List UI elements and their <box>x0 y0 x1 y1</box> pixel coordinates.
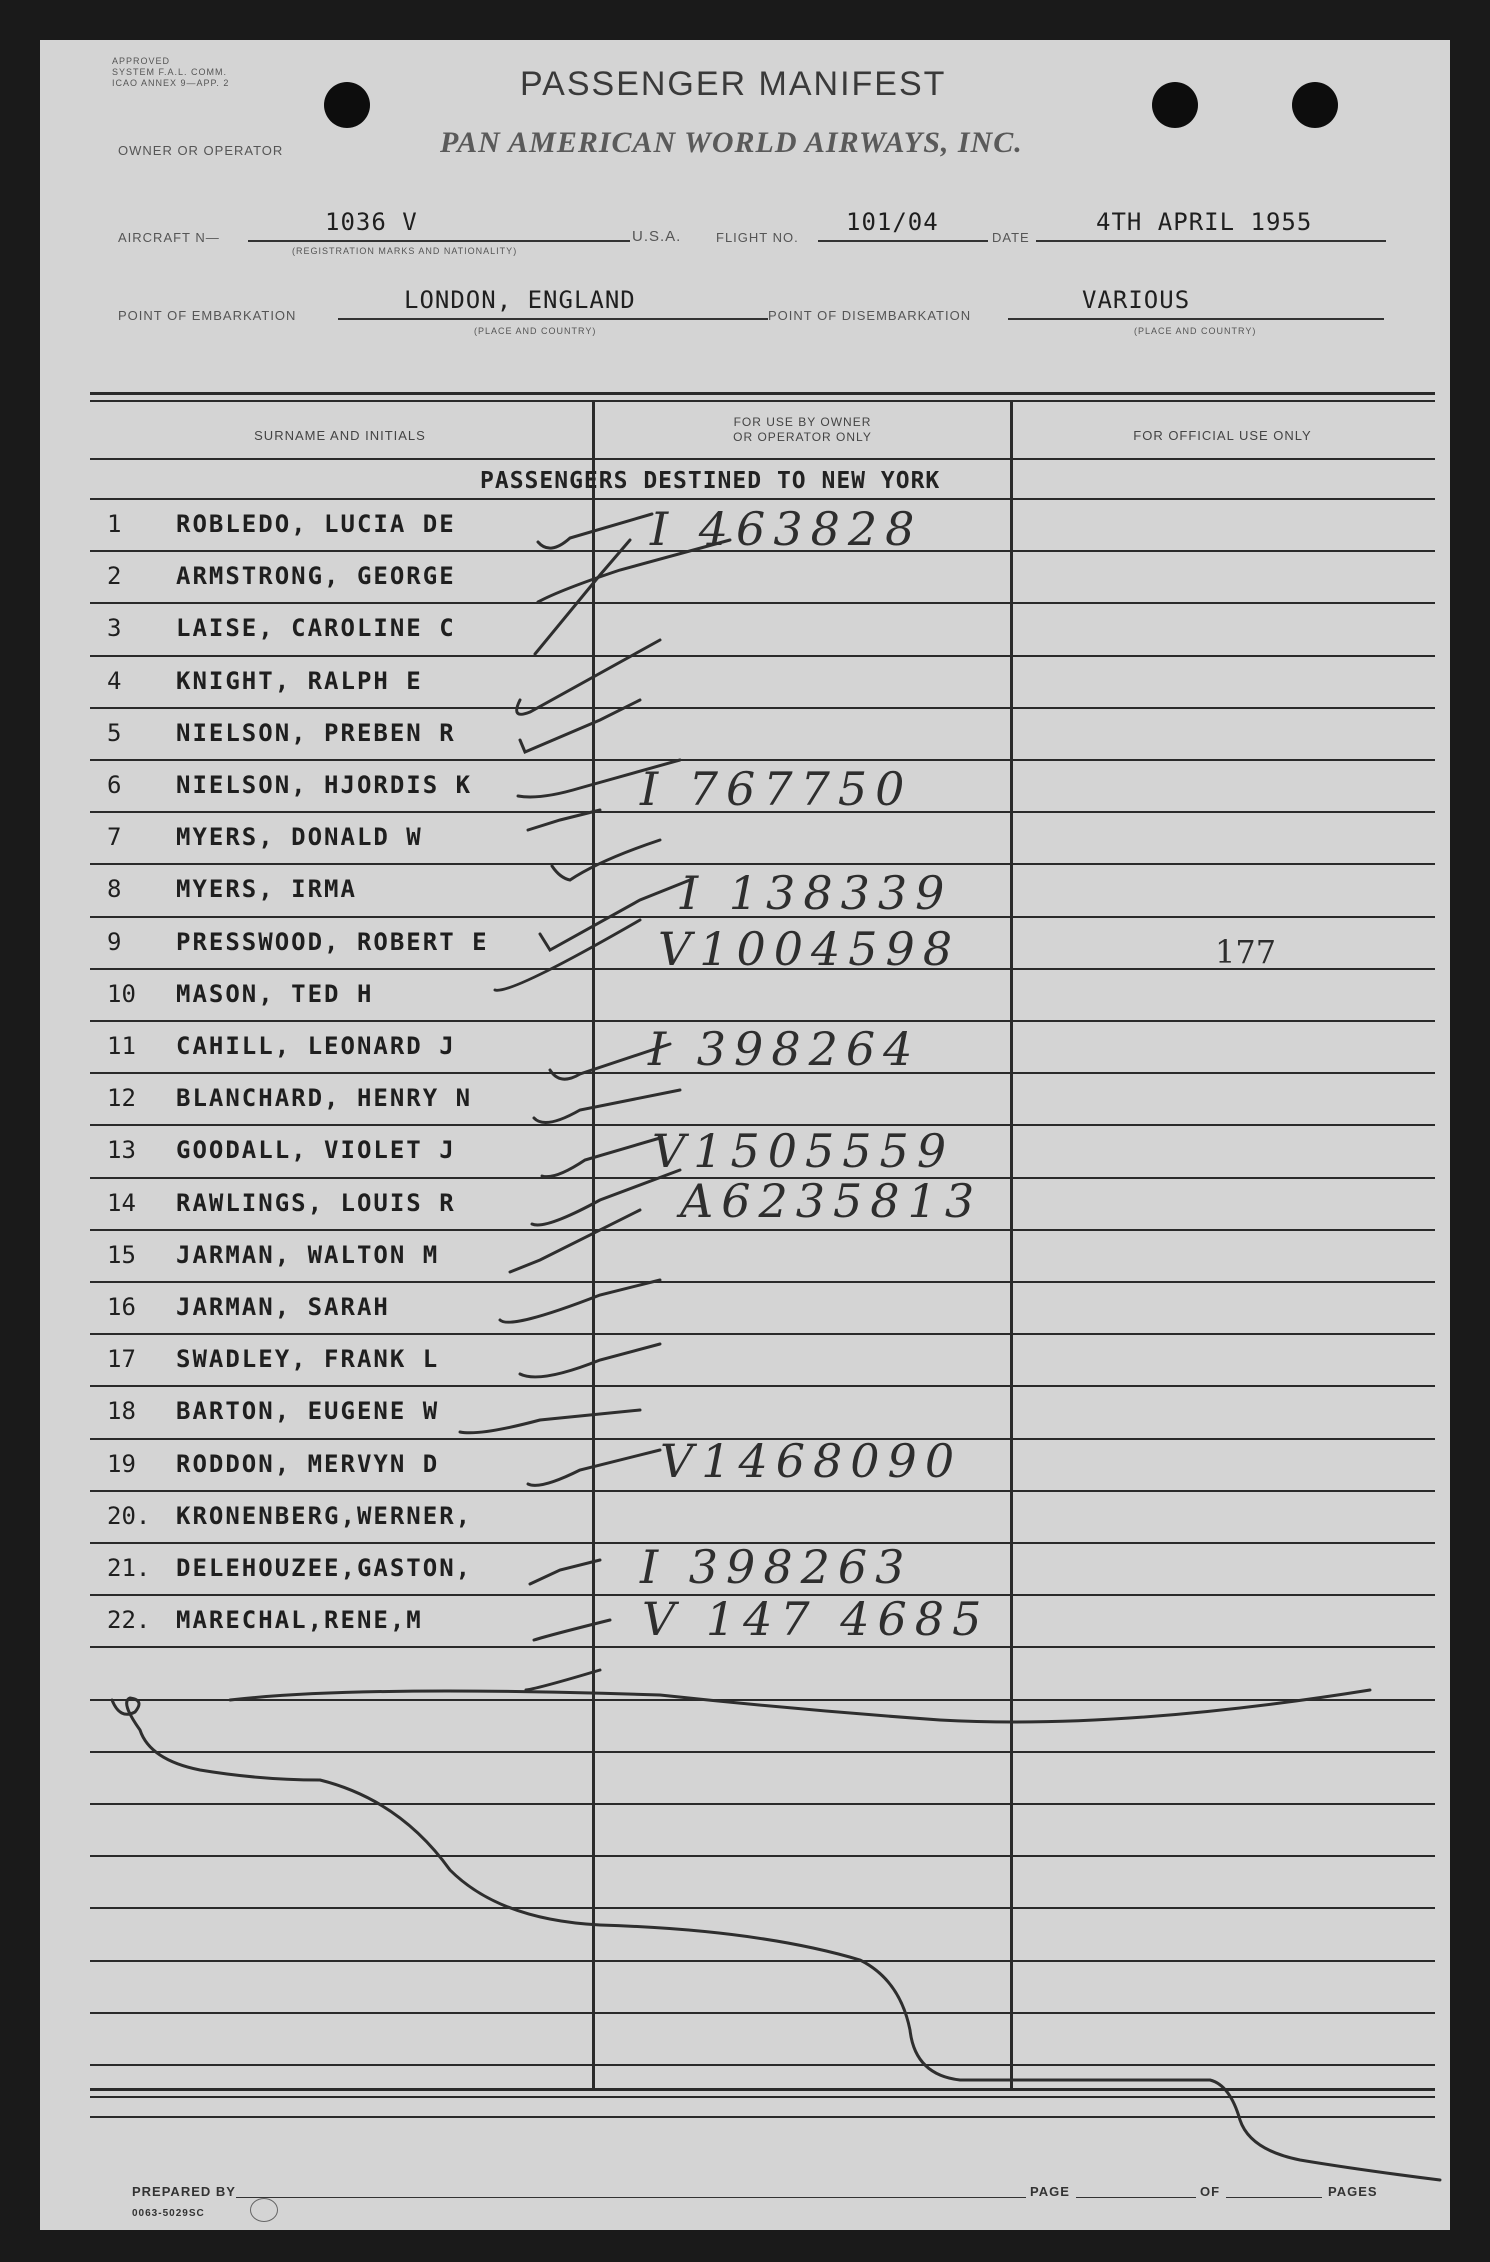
owner-use-header-line1: FOR USE BY OWNER <box>733 415 872 429</box>
flight-label: FLIGHT NO. <box>716 230 799 245</box>
passenger-name: ROBLEDO, LUCIA DE <box>176 510 456 538</box>
row-number: 11 <box>107 1032 136 1060</box>
passenger-name: KNIGHT, RALPH E <box>176 667 423 695</box>
passenger-name: BLANCHARD, HENRY N <box>176 1084 473 1112</box>
official-note: 177 <box>1215 933 1277 971</box>
approval-line-2: SYSTEM F.A.L. COMM. <box>112 67 228 77</box>
row-number: 13 <box>107 1136 136 1164</box>
disembarkation-value: VARIOUS <box>1082 286 1191 314</box>
flight-value: 101/04 <box>846 208 939 236</box>
passenger-name: LAISE, CAROLINE C <box>176 614 456 642</box>
row-number: 2 <box>107 562 122 590</box>
official-column-header: FOR OFFICIAL USE ONLY <box>1133 428 1312 443</box>
surname-column-header: SURNAME AND INITIALS <box>254 428 426 443</box>
embarkation-value: LONDON, ENGLAND <box>404 286 636 314</box>
passenger-name: KRONENBERG,WERNER, <box>176 1502 473 1530</box>
aircraft-label: AIRCRAFT N— <box>118 230 220 245</box>
row-number: 10 <box>107 980 136 1008</box>
passenger-name: RODDON, MERVYN D <box>176 1450 440 1478</box>
disembarkation-label: POINT OF DISEMBARKATION <box>768 308 972 323</box>
passenger-name: JARMAN, WALTON M <box>176 1241 440 1269</box>
approval-line-3: ICAO ANNEX 9—APP. 2 <box>112 78 230 88</box>
union-bug-mark <box>250 2198 278 2222</box>
footer-rule-1 <box>90 2088 1435 2091</box>
doc-number-8: I 138339 <box>680 866 953 920</box>
passenger-name: NIELSON, PREBEN R <box>176 719 456 747</box>
passenger-name: SWADLEY, FRANK L <box>176 1345 440 1373</box>
row-number: 14 <box>107 1189 136 1217</box>
aircraft-value: 1036 V <box>325 208 418 236</box>
prepared-by-underline <box>236 2197 1026 2198</box>
embarkation-caption: (PLACE AND COUNTRY) <box>474 326 597 336</box>
footer-rule-2 <box>90 2096 1435 2098</box>
form-number: 0063-5029SC <box>132 2208 205 2219</box>
row-number: 19 <box>107 1450 136 1478</box>
row-number: 21. <box>107 1554 151 1582</box>
usa-label: U.S.A. <box>632 228 682 245</box>
row-number: 15 <box>107 1241 136 1269</box>
passenger-name: NIELSON, HJORDIS K <box>176 771 473 799</box>
doc-number-6: I 767750 <box>640 762 913 816</box>
passenger-name: RAWLINGS, LOUIS R <box>176 1189 456 1217</box>
section-heading: PASSENGERS DESTINED TO NEW YORK <box>480 468 941 494</box>
prepared-by-label: PREPARED BY <box>132 2184 236 2199</box>
approval-line-1: APPROVED <box>112 56 171 66</box>
of-underline <box>1226 2197 1322 2198</box>
passenger-name: MYERS, IRMA <box>176 875 357 903</box>
doc-number-14: A6235813 <box>680 1174 983 1228</box>
passenger-name: GOODALL, VIOLET J <box>176 1136 456 1164</box>
row-number: 9 <box>107 928 122 956</box>
row-number: 8 <box>107 875 122 903</box>
row-number: 20. <box>107 1502 151 1530</box>
passenger-name: MASON, TED H <box>176 980 374 1008</box>
of-label: OF <box>1200 2184 1221 2199</box>
doc-number-9: V1004598 <box>658 922 961 976</box>
doc-number-22: V 147 4685 <box>642 1592 990 1646</box>
passenger-name: PRESSWOOD, ROBERT E <box>176 928 489 956</box>
passenger-name: MYERS, DONALD W <box>176 823 423 851</box>
passenger-name: DELEHOUZEE,GASTON, <box>176 1554 473 1582</box>
passenger-name: CAHILL, LEONARD J <box>176 1032 456 1060</box>
owner-label: OWNER OR OPERATOR <box>118 143 284 158</box>
doc-number-11: I 398264 <box>648 1022 921 1076</box>
row-number: 6 <box>107 771 122 799</box>
date-label: DATE <box>992 230 1030 245</box>
row-number: 1 <box>107 510 122 538</box>
row-number: 22. <box>107 1606 151 1634</box>
doc-number-21: I 398263 <box>640 1540 913 1594</box>
row-number: 4 <box>107 667 122 695</box>
row-number: 7 <box>107 823 122 851</box>
handwritten-checkmarks <box>40 40 1450 2230</box>
form-title: PASSENGER MANIFEST <box>520 65 947 103</box>
row-number: 5 <box>107 719 122 747</box>
disembarkation-caption: (PLACE AND COUNTRY) <box>1134 326 1257 336</box>
embarkation-label: POINT OF EMBARKATION <box>118 308 297 323</box>
date-value: 4TH APRIL 1955 <box>1096 208 1313 236</box>
registration-caption: (REGISTRATION MARKS AND NATIONALITY) <box>292 246 518 256</box>
pages-label: PAGES <box>1328 2184 1378 2199</box>
passenger-name: BARTON, EUGENE W <box>176 1397 440 1425</box>
passenger-name: MARECHAL,RENE,M <box>176 1606 423 1634</box>
manifest-sheet <box>40 40 1450 2230</box>
row-number: 12 <box>107 1084 136 1112</box>
row-number: 18 <box>107 1397 136 1425</box>
doc-number-13: V1505559 <box>652 1124 955 1178</box>
doc-number-19: V1468090 <box>660 1434 963 1488</box>
operator-stamp: PAN AMERICAN WORLD AIRWAYS, INC. <box>440 126 1023 159</box>
passenger-name: JARMAN, SARAH <box>176 1293 390 1321</box>
page-label: PAGE <box>1030 2184 1070 2199</box>
owner-use-header-line2: OR OPERATOR ONLY <box>733 430 872 444</box>
row-number: 3 <box>107 614 122 642</box>
page-underline <box>1076 2197 1196 2198</box>
doc-number-1: I 463828 <box>650 502 923 556</box>
passenger-name: ARMSTRONG, GEORGE <box>176 562 456 590</box>
row-number: 17 <box>107 1345 136 1373</box>
row-number: 16 <box>107 1293 136 1321</box>
